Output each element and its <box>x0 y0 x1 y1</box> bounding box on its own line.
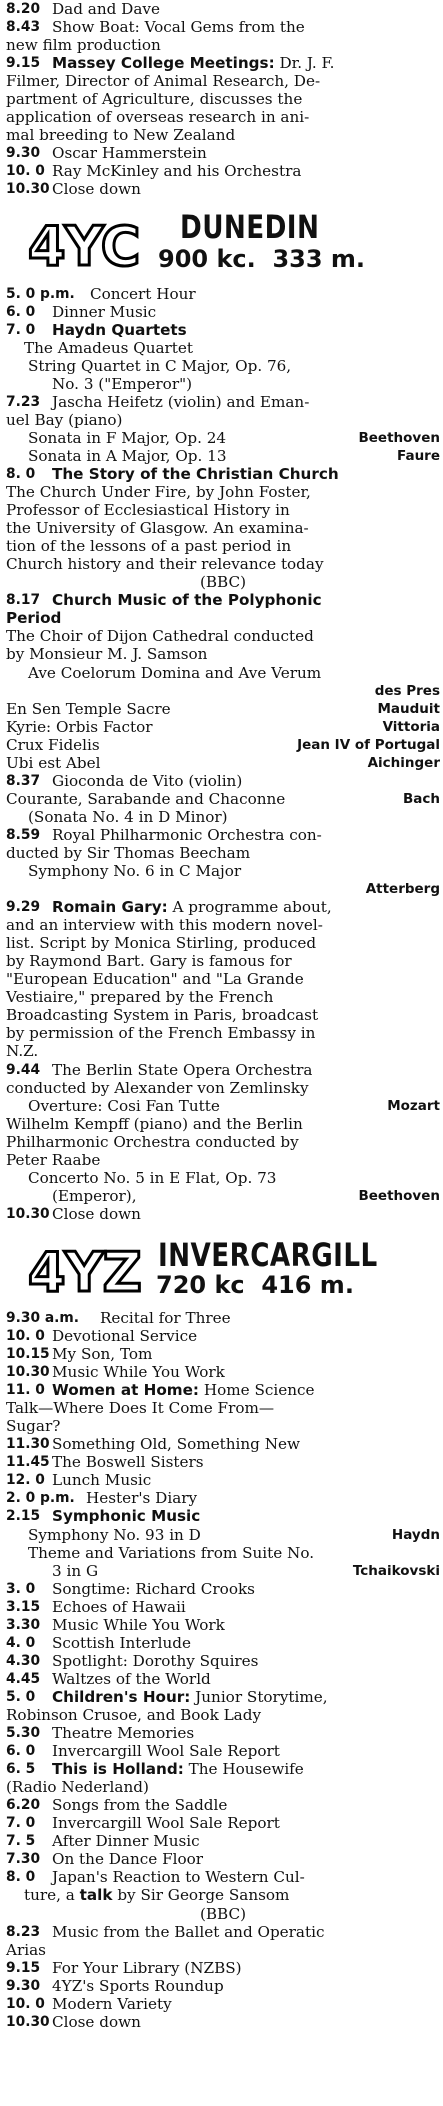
listing-item <box>6 2013 440 2031</box>
listing-time: 8.43 <box>6 19 41 36</box>
listing-continuation: Arias <box>6 1940 46 1959</box>
listing-text: Home Science <box>199 1381 315 1400</box>
listing-item <box>6 1363 440 1381</box>
station-city: INVERCARGILL <box>158 1235 378 1274</box>
listing-text: Waltzes of the World <box>52 1669 211 1688</box>
listing-item: 9.44 The Berlin State Opera Orchestra <box>6 1060 313 1079</box>
listing-item <box>6 1435 440 1453</box>
listing-text: Echoes of Hawaii <box>52 1597 186 1616</box>
listing-text: Scottish Interlude <box>52 1633 192 1652</box>
listing-item <box>6 1489 440 1507</box>
listing-text: Lunch Music <box>52 1471 152 1490</box>
listing-text: Spotlight: Dorothy Squires <box>52 1651 259 1670</box>
listing-item <box>6 1760 440 1778</box>
listing-item: 9.29 Romain Gary: A programme about, <box>6 898 332 917</box>
listing-item <box>6 1598 440 1616</box>
listing-item <box>6 1634 440 1652</box>
listing-text: Hester's Diary <box>86 1489 198 1508</box>
listing-item: 5. 0 p.m. Concert Hour <box>6 284 196 303</box>
dunedin-section: 5. 0 p.m. Concert Hour 6. 0 Dinner Music 7. 0 Haydn Quartets The Amadeus Quartet String Quartet in C Major, Op. 76, No. 3 ("Emperor") 7.23 Jascha Heifetz (violin) and Eman- uel Bay (piano) Sonata in F Major, Op. 24 Beethoven Sonata in A Major, Op. 13 Faure 8. 0 The Story of the Christian Church The Church Under Fire, by John Foster, Professor of Ecclesiastical History in the University of Glasgow. An examina- tion of the lessons of a past period in Church history and their relevance today (BBC) 8.17 Church Music of the Polyphonic Period The Choir of Dijon Cathedral conducted by Monsieur M. J. Samson Ave Coelorum Domina and Ave Verum des Pres En Sen Temple Sacre Mauduit Kyrie: Orbis Factor Vittoria Crux Fidelis Jean IV of Portugal Ubi est Abel Aichinger 8.37 Gioconda de Vito (violin) Courante, Sarabande and Chaconne Bach (Sonata No. 4 in D Minor) 8.59 Royal Philharmonic Orchestra con- ducted by Sir Thomas Beecham Symphony No. 6 in C Major Atterberg 9.29 Romain Gary: A programme about, and an interview with this modern novel- list. Script by Monica Stirling, produced by Raymond Bart. Gary is famous for "European Education" and "La Grande Vestiaire," prepared by the French Broadcasting System in Paris, broadcast by permission of the French Embassy in N.Z. 9.44 The Berlin State Opera Orchestra conducted by Alexander von Zemlinsky Overture: Cosi Fan Tutte Mozart Wilhelm Kempff (piano) and the Berlin Philharmonic Orchestra conducted by Peter Raabe Concerto No. 5 in E Flat, Op. 73 (Emperor), Beethoven 10.30 Close down <box>6 284 440 1223</box>
listing-item: 8.43 Show Boat: Vocal Gems from the <box>6 18 305 37</box>
listing-item: 6. 0 Dinner Music <box>6 302 157 321</box>
listing-item <box>6 1796 440 1814</box>
listing-item <box>6 1923 440 1941</box>
station-header-4yz <box>6 1223 440 1309</box>
listing-time: 5.30 <box>6 1725 41 1742</box>
listing-item <box>6 1471 440 1489</box>
listing-item <box>6 1309 440 1327</box>
invercargill-section <box>6 1309 440 2031</box>
listing-title: Women at Home: <box>52 1381 200 1400</box>
listing-item: 8.59 Royal Philharmonic Orchestra con- <box>6 825 322 844</box>
listing-time: 9.30 <box>6 1977 41 1994</box>
listing-time: 10.30 <box>6 2013 50 2030</box>
listing-time: 9.15 <box>6 1959 41 1976</box>
listing-text: Invercargill Wool Sale Report <box>52 1742 280 1761</box>
listing-continuation: Robinson Crusoe, and Book Lady <box>6 1705 262 1724</box>
listing-time: 4. 0 <box>6 1634 36 1651</box>
listing-item <box>6 1345 440 1363</box>
listing-time: 6. 0 <box>6 1743 36 1760</box>
listing-item: 10.30 Close down <box>6 1204 141 1223</box>
listing-text: Recital for Three <box>100 1308 231 1327</box>
listing-time: 9.15 <box>6 55 41 72</box>
listing-text: Modern Variety <box>52 1994 172 2013</box>
listing-text: Something Old, Something New <box>52 1435 300 1454</box>
listing-time: 9.30 <box>6 145 41 162</box>
listing-time: 4.30 <box>6 1652 41 1669</box>
listing-item <box>6 1832 440 1850</box>
listing-text: After Dinner Music <box>52 1832 200 1851</box>
listing-item <box>6 1724 440 1742</box>
listing-time: 7.30 <box>6 1851 41 1868</box>
listing-text: My Son, Tom <box>52 1345 153 1364</box>
listing-item: 8.17 Church Music of the Polyphonic <box>6 591 322 610</box>
listing-item <box>6 1850 440 1868</box>
listing-item: 10.30 Close down <box>6 180 141 199</box>
listing-text: Invercargill Wool Sale Report <box>52 1814 280 1833</box>
listing-item: 7.23 Jascha Heifetz (violin) and Eman- <box>6 392 310 411</box>
listing-text: The Boswell Sisters <box>52 1453 204 1472</box>
listing-item <box>6 1742 440 1760</box>
listing-time: 10.15 <box>6 1346 50 1363</box>
listing-time: 6. 5 <box>6 1761 36 1778</box>
listing-continuation: Theme and Variations from Suite No. <box>28 1543 315 1562</box>
listing-text: Theatre Memories <box>52 1724 195 1743</box>
listing-item: 9.15 Massey College Meetings: Dr. J. F. <box>6 54 335 73</box>
listing-time: 8. 0 <box>6 1869 36 1886</box>
listing-time: 6.20 <box>6 1797 41 1814</box>
listing-time: 7. 0 <box>6 1815 36 1832</box>
listing-time: 10.30 <box>6 181 50 198</box>
listing-item: 10. 0 Ray McKinley and his Orchestra <box>6 162 302 181</box>
program-listing <box>6 0 440 2031</box>
listing-time: 11. 0 <box>6 1382 45 1399</box>
station-call-sign: 4YZ <box>28 1240 141 1304</box>
listing-item <box>6 1507 440 1525</box>
listing-time: 2.15 <box>6 1508 41 1525</box>
listing-item <box>6 1616 440 1634</box>
listing-item: 9.30 Oscar Hammerstein <box>6 144 207 163</box>
listing-text: On the Dance Floor <box>52 1850 204 1869</box>
listing-title: Symphonic Music <box>52 1507 201 1526</box>
listing-text: Songs from the Saddle <box>52 1796 228 1815</box>
listing-time: 12. 0 <box>6 1472 45 1489</box>
listing-item: 8.20 Dad and Dave <box>6 0 160 18</box>
listing-title: This is Holland: <box>52 1760 184 1779</box>
listing-text: Music While You Work <box>52 1615 225 1634</box>
listing-text: For Your Library (NZBS) <box>52 1958 242 1977</box>
listing-text: Japan's Reaction to Western Cul- <box>52 1868 305 1887</box>
listing-time: 11.30 <box>6 1436 50 1453</box>
listing-item <box>6 1688 440 1706</box>
listing-item <box>6 1670 440 1688</box>
listing-text: Junior Storytime, <box>190 1687 328 1706</box>
listing-title: Children's Hour: <box>52 1687 191 1706</box>
listing-item: 8. 0 The Story of the Christian Church <box>6 464 339 483</box>
listing-time: 9.30 a.m. <box>6 1309 80 1326</box>
listing-item <box>6 1327 440 1345</box>
listing-time: 3. 0 <box>6 1580 36 1597</box>
listing-item: 7. 0 Haydn Quartets <box>6 320 187 339</box>
station-city: DUNEDIN <box>180 207 320 246</box>
listing-time: 7. 5 <box>6 1833 36 1850</box>
listing-time: 3.15 <box>6 1598 41 1615</box>
listing-item <box>6 1868 440 1886</box>
listing-time: 4.45 <box>6 1670 41 1687</box>
listing-item <box>6 1580 440 1598</box>
listing-continuation: Talk—Where Does It Come From— <box>6 1399 275 1418</box>
listing-continuation: Symphony No. 93 in D Haydn <box>28 1525 440 1544</box>
listing-text: Music While You Work <box>52 1363 225 1382</box>
listing-time: 5. 0 <box>6 1688 36 1705</box>
station-frequency: 720 kc 416 m. <box>156 1270 354 1299</box>
listing-item <box>6 1453 440 1471</box>
listing-continuation: Sugar? <box>6 1417 61 1436</box>
listing-time: 11.45 <box>6 1454 50 1471</box>
listing-time: 10.30 <box>6 1364 50 1381</box>
listing-time: 10. 0 <box>6 1995 45 2012</box>
listing-item <box>6 1381 440 1399</box>
listing-item <box>6 1652 440 1670</box>
listing-time: 3.30 <box>6 1616 41 1633</box>
listing-text: Songtime: Richard Crooks <box>52 1579 255 1598</box>
listing-time: 8.20 <box>6 1 41 17</box>
listing-item <box>6 1995 440 2013</box>
listing-item <box>6 1959 440 1977</box>
listing-time: 10. 0 <box>6 1328 45 1344</box>
listing-item <box>6 1814 440 1832</box>
listing-text: Music from the Ballet and Operatic <box>52 1922 325 1941</box>
listing-text: Devotional Service <box>52 1327 198 1345</box>
station-frequency: 900 kc. 333 m. <box>158 244 366 273</box>
listing-continuation: ture, a talk by Sir George Sansom <box>24 1886 290 1905</box>
top-section: 8.20 Dad and Dave 8.43 Show Boat: Vocal Gems from the new film production 9.15 Massey College Meetings: Dr. J. F. Filmer, Director of Animal Research, De- partment of Agriculture, discusses the application of overseas research in ani- mal breeding to New Zealand 9.30 Oscar Hammerstein 10. 0 Ray McKinley and his Orchestra 10.30 Close down <box>6 0 440 199</box>
listing-time: 10. 0 <box>6 163 45 180</box>
listing-continuation: (Radio Nederland) <box>6 1778 149 1797</box>
listing-continuation: (BBC) <box>199 1904 247 1923</box>
listing-time: 8.23 <box>6 1923 41 1940</box>
listing-item: 8.37 Gioconda de Vito (violin) <box>6 771 243 790</box>
listing-text: 4YZ's Sports Roundup <box>52 1976 224 1995</box>
listing-text: The Housewife <box>183 1760 304 1779</box>
station-header-4yc <box>6 199 440 285</box>
listing-time: 2. 0 p.m. <box>6 1490 75 1507</box>
listing-continuation: 3 in G Tchaikovski <box>52 1561 440 1580</box>
listing-text: Close down <box>52 2012 141 2031</box>
station-call-sign: 4YC <box>28 214 140 278</box>
listing-item <box>6 1977 440 1995</box>
